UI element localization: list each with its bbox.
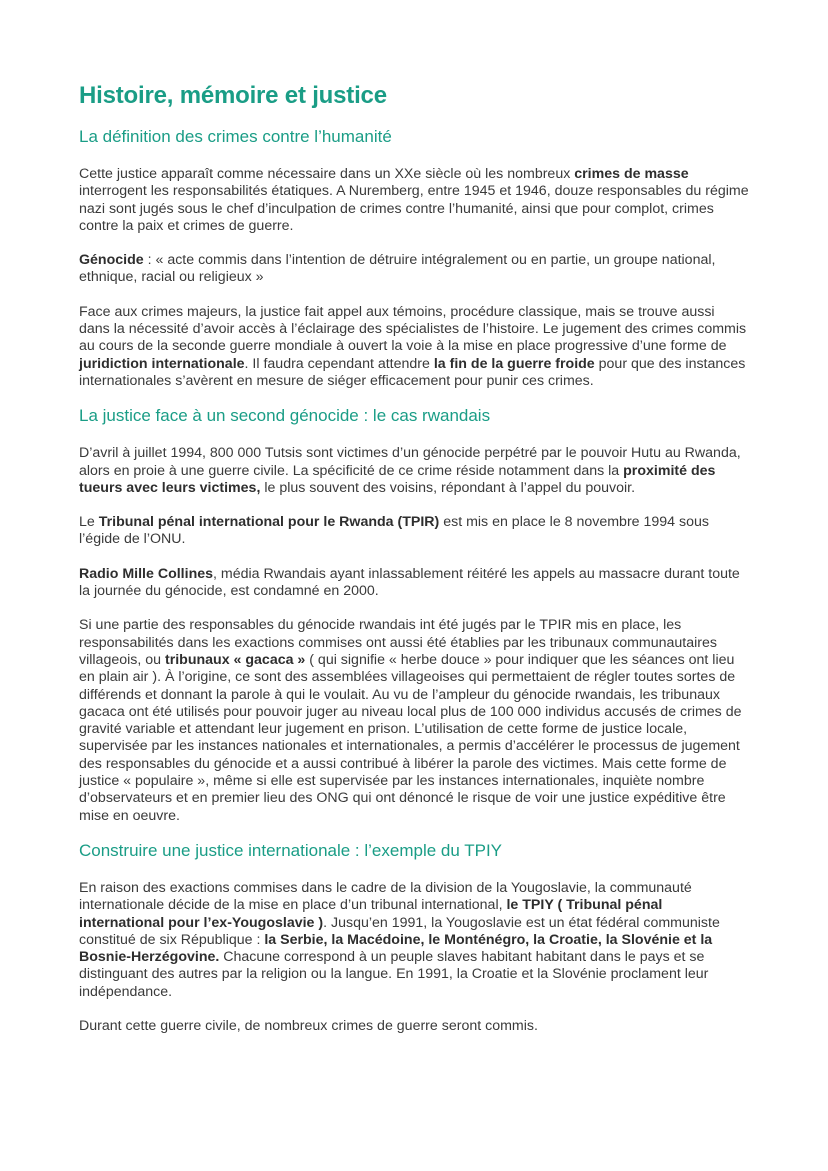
paragraph: [79, 514, 749, 549]
bold-text: proximité des tueurs avec leurs victimes,: [79, 462, 716, 496]
bold-text: juridiction internationale: [79, 355, 245, 372]
bold-text: la fin de la guerre froide: [433, 355, 595, 372]
section-heading: La justice face à un second génocide : le cas rwandais: [79, 406, 491, 426]
text-span: D’avril à juillet 1994, 800 000 Tutsis sont victimes d’un génocide perpétré par le pouvoir Hutu au Rwanda, alors en proie à une guerre civile. La spécificité de ce crime réside notamment dans la: [79, 445, 741, 479]
paragraph: [79, 445, 749, 497]
text-span: Chacune correspond à un peuple slaves habitant habitant dans le pays et se distinguant des autres par la religion ou la langue. En 1991, la Croatie et la Slovénie proclament leur indépendance.: [79, 949, 709, 1000]
section-tpiy: [79, 839, 749, 1035]
paragraph: [79, 566, 749, 601]
paragraph: [79, 252, 749, 287]
text-span: : « acte commis dans l’intention de détruire intégralement ou en partie, un groupe national, ethnique, racial ou religieux »: [79, 252, 716, 286]
text-span: est mis en place le 8 novembre 1994 sous l’égide de l’ONU.: [79, 514, 709, 548]
text-span: pour que des instances internationales s’avèrent en mesure de siéger efficacement pour punir ces crimes.: [79, 355, 746, 389]
bold-text: le TPIY ( Tribunal pénal international pour l’ex-Yougoslavie ): [79, 897, 663, 931]
bold-text: Tribunal pénal international pour le Rwanda (TPIR): [98, 514, 440, 531]
text-span: Face aux crimes majeurs, la justice fait appel aux témoins, procédure classique, mais se trouve aussi dans la nécessité d’avoir accès à l’éclairage des spécialistes de l’histoire. Le jugement des crimes commis au cours de la seconde guerre mondiale à ouvert la voie à la mise en place progressive d’une forme de: [79, 303, 747, 355]
bold-text: Radio Mille Collines: [79, 565, 214, 582]
paragraph: [79, 1018, 749, 1035]
section-rwanda: [79, 404, 749, 825]
page-title: Histoire, mémoire et justice: [79, 82, 387, 109]
bold-text: Génocide: [79, 252, 144, 269]
text-span: Si une partie des responsables du génocide rwandais int été jugés par le TPIR mis en place, les responsabilités dans les exactions commises ont aussi été établies par les tribunaux communautaires villageois, ou: [79, 617, 717, 668]
paragraph: [79, 166, 749, 235]
text-span: interrogent les responsabilités étatiques. A Nuremberg, entre 1945 et 1946, douze responsables du régime nazi sont jugés sous le chef d’inculpation de crimes contre l’humanité, ainsi que pour complot, crimes contre la paix et crimes de guerre.: [79, 183, 749, 234]
text-span: le plus souvent des voisins, répondant à l’appel du pouvoir.: [260, 479, 636, 496]
paragraph: [79, 880, 749, 1001]
text-span: . Il faudra cependant attendre: [244, 355, 434, 372]
paragraph: [79, 304, 749, 390]
text-span: , média Rwandais ayant inlassablement réitéré les appels au massacre durant toute la journée du génocide, est condamné en 2000.: [79, 565, 740, 600]
document-page: [79, 80, 749, 1052]
section-heading: La définition des crimes contre l’humanité: [79, 127, 392, 146]
text-span: Le: [79, 514, 99, 531]
section-heading: Construire une justice internationale : l’exemple du TPIY: [79, 840, 503, 860]
paragraph: [79, 617, 749, 825]
text-span: En raison des exactions commises dans le cadre de la division de la Yougoslavie, la communauté internationale décide de la mise en place d’un tribunal international,: [79, 879, 692, 914]
text-span: Cette justice apparaît comme nécessaire dans un XXe siècle où les nombreux: [79, 166, 575, 182]
text-span: . Jusqu’en 1991, la Yougoslavie est un état fédéral communiste constitué de six République :: [79, 914, 720, 948]
section-crimes-humanite: [79, 125, 749, 390]
bold-text: crimes de masse: [574, 166, 689, 182]
text-span: Durant cette guerre civile, de nombreux crimes de guerre seront commis.: [79, 1017, 538, 1034]
bold-text: la Serbie, la Macédoine, le Monténégro, la Croatie, la Slovénie et la Bosnie-Herzégovine.: [79, 931, 713, 966]
text-span: ( qui signifie « herbe douce » pour indiquer que les séances ont lieu en plain air ). À l’origine, ce sont des assemblées villageoises qui permettaient de régler toutes sortes de différends et donnant la parole à qui le voulait. Au vu de l’ampleur du génocide rwandais, les tribunaux gacaca ont été utilisés pour pouvoir juger au niveau local plus de 100 000 individus accusés de crimes de gravité variable et attendant leur jugement en prison. L’utilisation de cette forme de justice locale, supervisée par les instances nationales et internationales, a permis d’accélérer le processus de jugement des responsables du génocide et a aussi contribué à libérer la parole des victimes. Mais cette forme de justice « populaire », même si elle est supervisée par les instances internationales, inquiète nombre d’observateurs et en premier lieu des ONG qui ont dénoncé le risque de voir une justice expéditive être mise en oeuvre.: [79, 651, 742, 824]
bold-text: tribunaux « gacaca »: [164, 651, 306, 668]
